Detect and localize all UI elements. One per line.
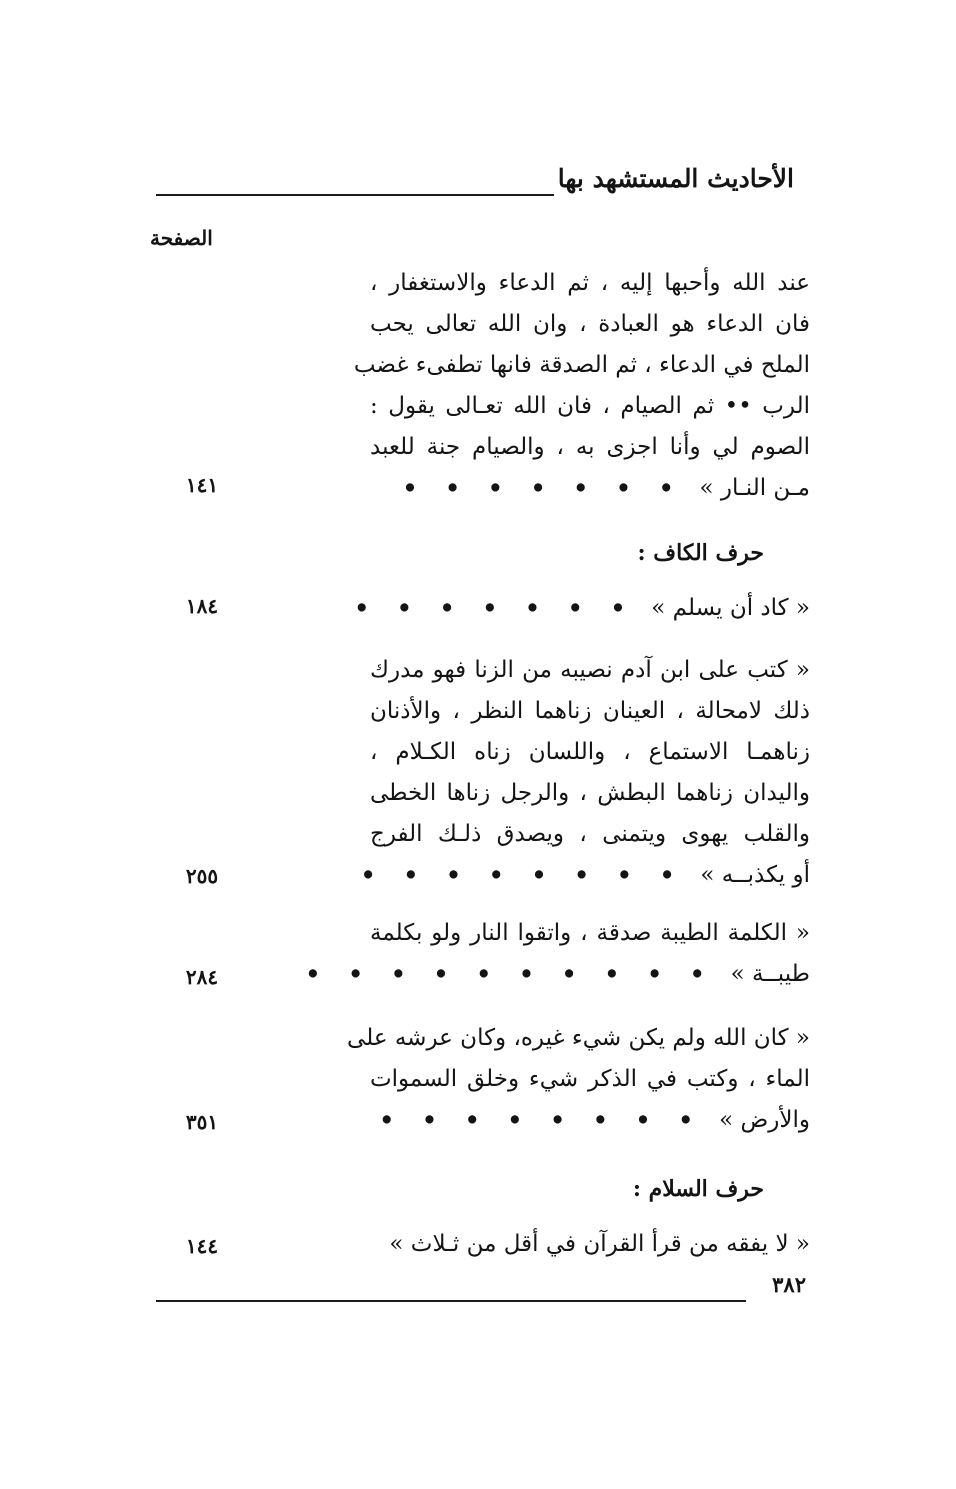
page-reference: ١٤١: [185, 473, 219, 497]
hadith-entry: [150, 1018, 810, 1141]
hadith-text: [370, 1224, 810, 1265]
hadith-line: الصوم لي وأنا اجزى به ، والصيام جنة للعبد: [370, 434, 810, 460]
hadith-last-line: [354, 588, 810, 629]
hadith-entry: [150, 1224, 810, 1265]
page-reference: ٢٨٤: [185, 965, 219, 989]
hadith-line: الرب •• ثم الصيام ، فان الله تعـالى يقول :: [370, 393, 810, 419]
page-reference: ١٨٤: [185, 594, 219, 618]
hadith-last-line: [305, 954, 810, 995]
footer-page-number: ٣٨٢: [772, 1272, 806, 1297]
leader-dots: • • • • • • • •: [379, 1107, 704, 1134]
hadith-last-line: [370, 468, 810, 509]
hadith-line: الملح في الدعاء ، ثم الصدقة فانها تطفىء غضب: [353, 352, 810, 378]
header-title: الأحاديث المستشهد بها: [557, 164, 794, 193]
hadith-line: ذلك لامحالة ، العينان زناهما النظر ، والأذنان: [370, 698, 810, 724]
hadith-text: [347, 1018, 810, 1141]
hadith-line: « الكلمة الطيبة صدقة ، واتقوا النار ولو بكلمة: [370, 920, 810, 946]
hadith-line: عند الله وأحبها إليه ، ثم الدعاء والاستغفار ،: [370, 270, 810, 296]
page-reference: ٢٥٥: [185, 864, 219, 888]
hadith-line-end: « كاد أن يسلم »: [651, 595, 810, 621]
leader-dots: • • • • • • •: [402, 475, 684, 502]
leader-dots: • • • • • • • •: [360, 862, 685, 889]
hadith-line-end: والأرض »: [719, 1107, 810, 1133]
page-reference: ٣٥١: [185, 1110, 219, 1134]
hadith-text: [354, 588, 810, 629]
hadith-line-end: طيبــة »: [730, 961, 810, 987]
hadith-line-end: مـن النـار »: [699, 475, 810, 501]
leader-dots: [370, 1224, 389, 1265]
section-title-kaf: حرف الكاف :: [637, 540, 764, 566]
hadith-text: [305, 913, 810, 995]
hadith-line: « كتب على ابن آدم نصيبه من الزنا فهو مدرك: [370, 657, 810, 683]
hadith-text: [353, 263, 810, 509]
section-heading-block: [150, 1176, 810, 1216]
hadith-entry: [150, 650, 810, 896]
section-title-lam: حرف السلام :: [632, 1176, 764, 1202]
hadith-line-end: أو يكذبــه »: [700, 862, 810, 888]
leader-dots: • • • • • • • • • •: [305, 961, 715, 988]
hadith-line: فان الدعاء هو العبادة ، وان الله تعالى يحب: [370, 311, 810, 337]
hadith-last-line: [360, 855, 810, 896]
hadith-line: والقلب يهوى ويتمنى ، ويصدق ذلـك الفرج: [370, 821, 810, 847]
hadith-entry: [150, 263, 810, 509]
hadith-line-end: « لا يفقه من قرأ القرآن في أقل من ثـلاث »: [389, 1231, 810, 1257]
hadith-line: الماء ، وكتب في الذكر شيء وخلق السموات: [370, 1066, 810, 1092]
hadith-entry: [150, 588, 810, 629]
page-footer: [156, 1270, 806, 1310]
hadith-line: زناهمـا الاستماع ، واللسان زناه الكـلام ،: [370, 739, 810, 765]
hadith-line: واليدان زناهما البطش ، والرجل زناها الخطى: [370, 780, 810, 806]
header-rule: [156, 194, 554, 196]
hadith-line: « كان الله ولم يكن شيء غيره، وكان عرشه على: [347, 1025, 810, 1051]
section-heading-block: [150, 540, 810, 580]
leader-dots: • • • • • • •: [354, 595, 636, 622]
hadith-last-line: [370, 1100, 810, 1141]
footer-rule: [156, 1300, 746, 1302]
hadith-entry: [150, 913, 810, 995]
hadith-text: [360, 650, 810, 896]
running-header: [156, 160, 794, 200]
page-reference: ١٤٤: [185, 1234, 219, 1258]
hadith-last-line: [370, 1224, 810, 1265]
page-column-label: الصفحة: [150, 226, 213, 250]
